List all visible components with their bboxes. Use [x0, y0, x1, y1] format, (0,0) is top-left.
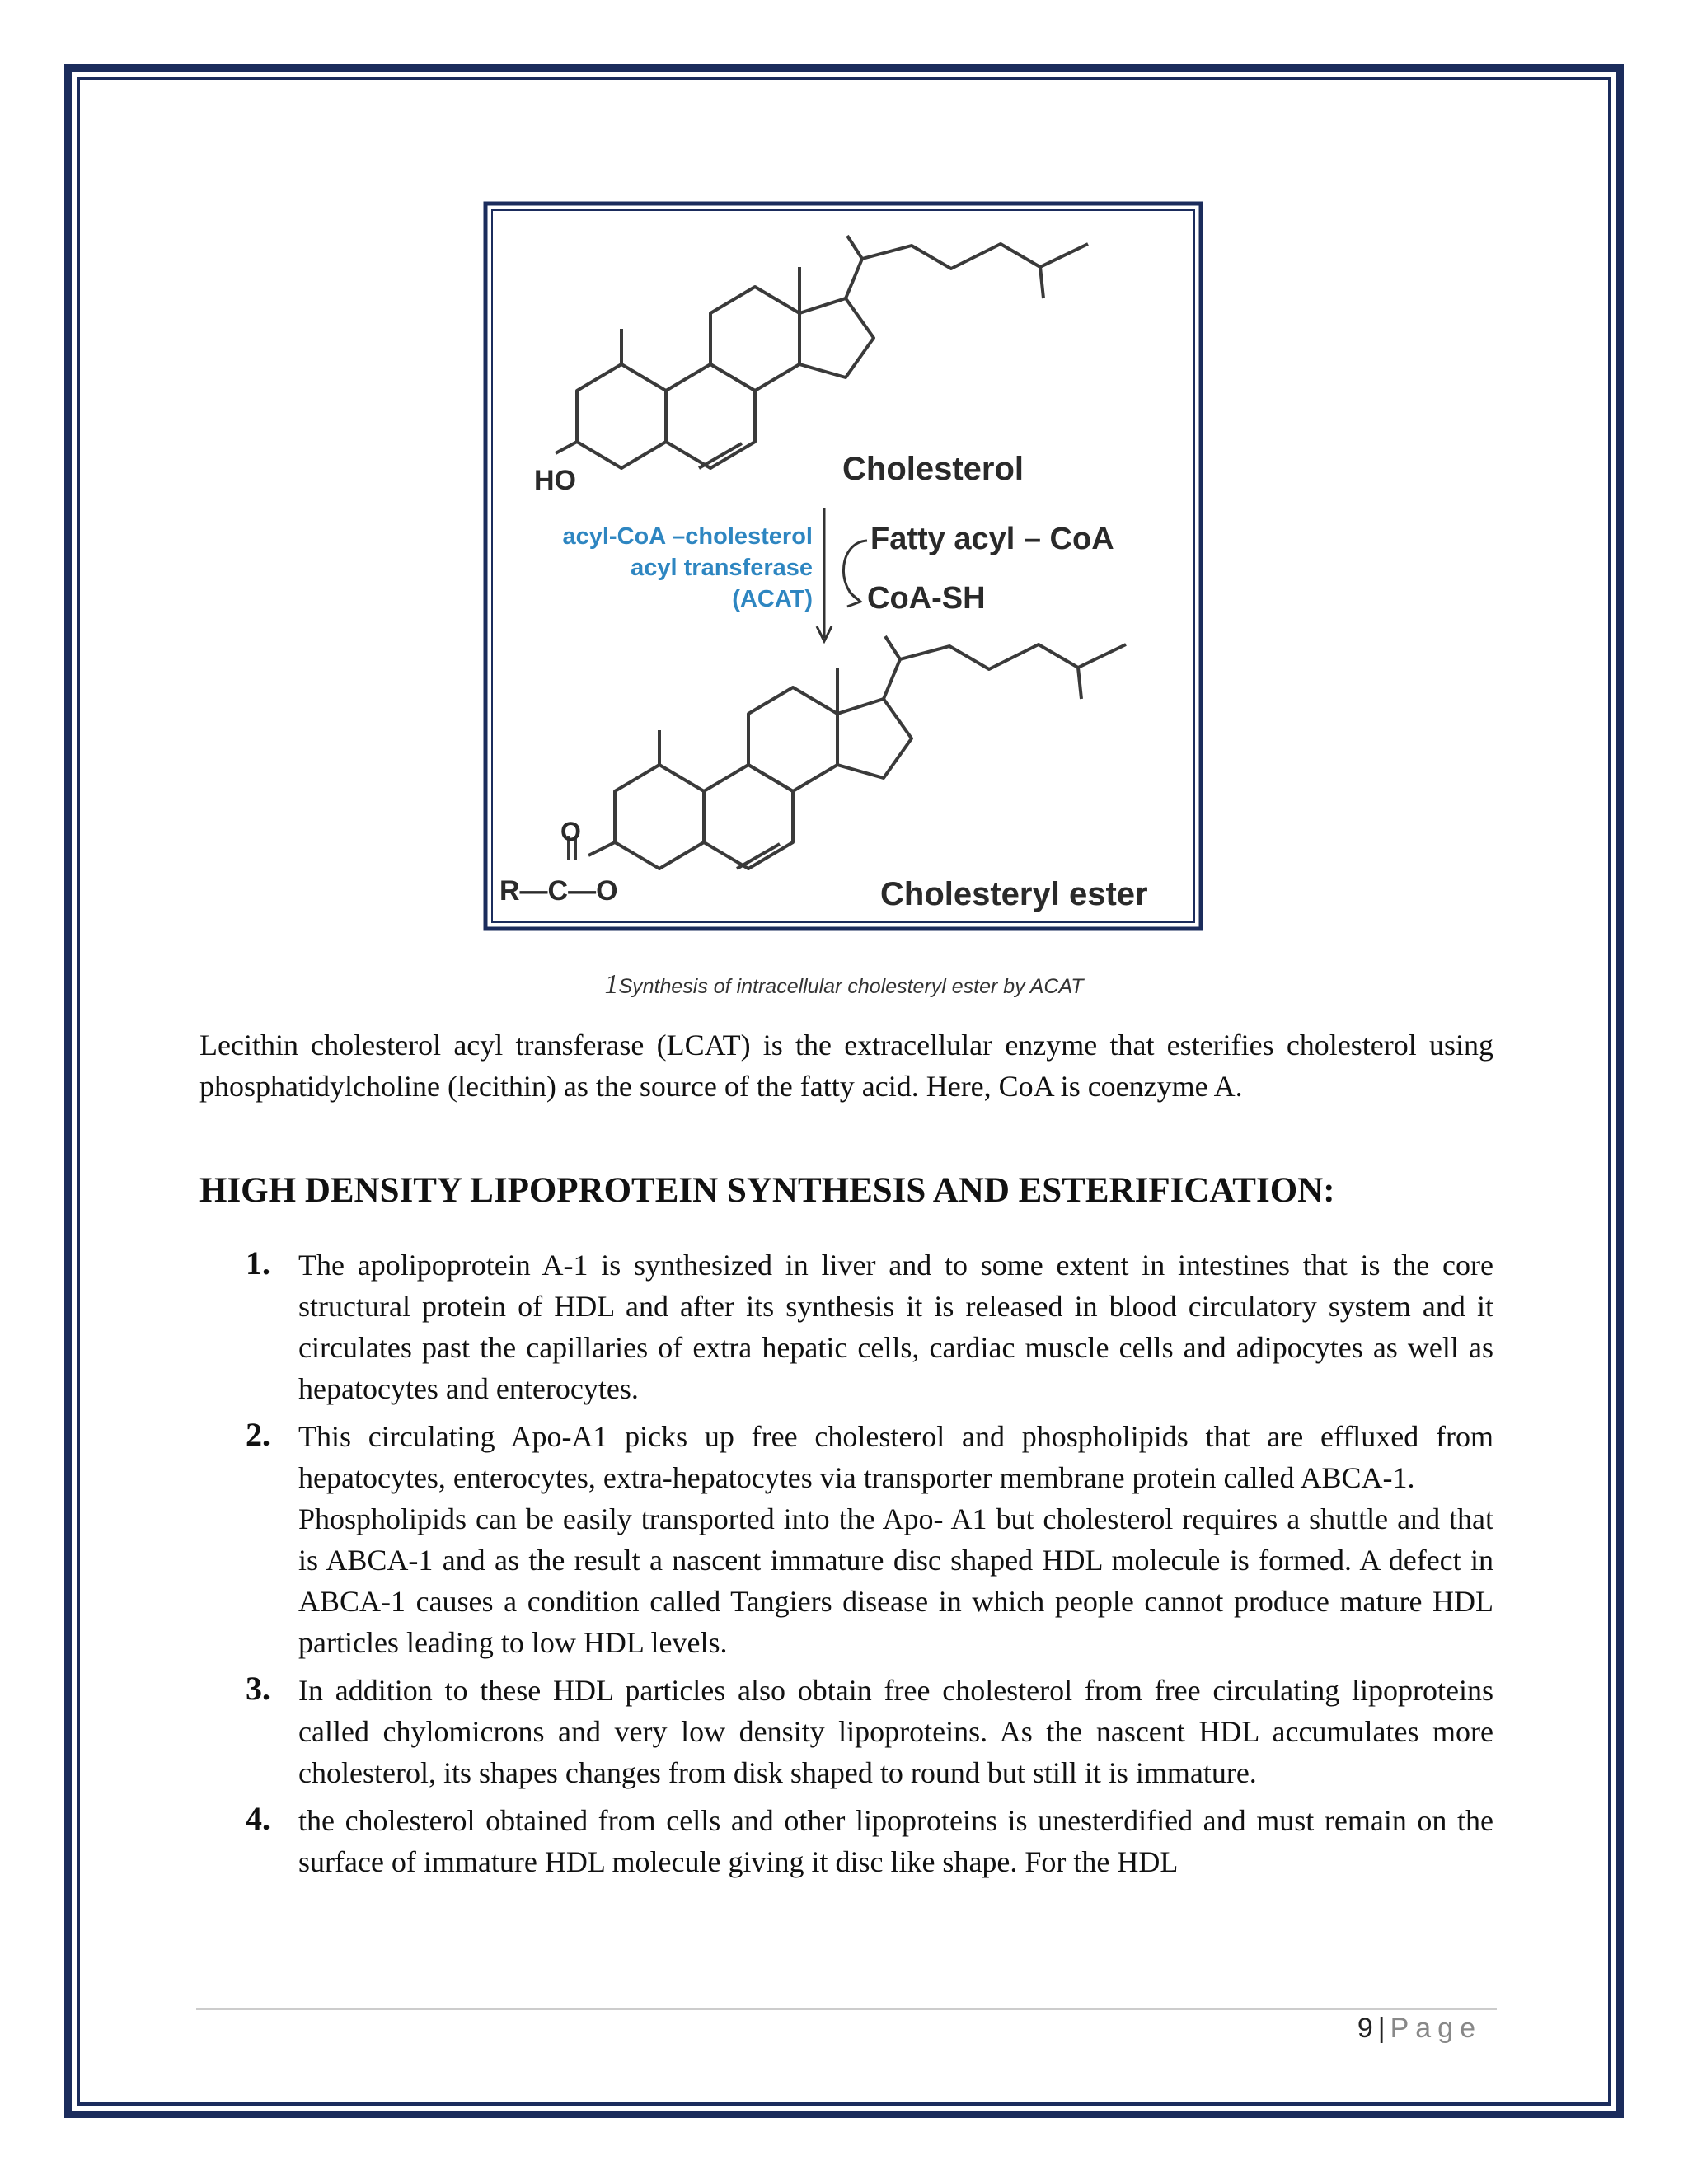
- page-number-value: 9: [1357, 2013, 1373, 2044]
- figure-caption: [0, 969, 1688, 1001]
- list-item: [199, 1416, 1493, 1663]
- acat-reaction-figure: [483, 201, 1203, 931]
- intro-paragraph: Lecithin cholesterol acyl transferase (LCAT) is the extracellular enzyme that esterifies cholesterol using phosphatidylcholine (lecithin) as the source of the fatty acid. Here, CoA is coenzyme A.: [199, 1029, 1493, 1103]
- item-text: The apolipoprotein A-1 is synthesized in liver and to some extent in intestines that is the core structural protein of HDL and after its synthesis it is released in blood circulatory system and it circulates past the capillaries of extra hepatic cells, cardiac muscle cells and adipocytes as well as hepatocytes and enterocytes.: [298, 1249, 1493, 1405]
- list-item: [199, 1244, 1493, 1409]
- item-text: the cholesterol obtained from cells and other lipoproteins is unesterdified and must remain on the surface of immature HDL molecule giving it disc like shape. For the HDL: [298, 1804, 1493, 1878]
- item-text: In addition to these HDL particles also obtain free cholesterol from free circulating lipoproteins called chylomicrons and very low density lipoproteins. As the nascent HDL accumulates more cholesterol, its shapes changes from disk shaped to round but still it is immature.: [298, 1674, 1493, 1789]
- item-number: 1.: [246, 1244, 270, 1282]
- item-text: This circulating Apo-A1 picks up free cholesterol and phospholipids that are effluxed from hepatocytes, enterocytes, extra-hepatocytes via transporter membrane protein called ABCA-1.: [298, 1420, 1493, 1494]
- fatty-acyl-coa-label: Fatty acyl – CoA: [870, 522, 1114, 556]
- cholesterol-label: Cholesterol: [842, 451, 1025, 487]
- reaction-diagram: [483, 201, 1203, 931]
- item-text: Phospholipids can be easily transported into the Apo- A1 but cholesterol requires a shuttle and that is ABCA-1 and as the result a nascent immature disc shaped HDL molecule is formed. A defect in ABCA-1 causes a condition called Tangiers disease in which people cannot produce mature HDL particles leading to low HDL levels.: [298, 1502, 1493, 1659]
- section-heading: HIGH DENSITY LIPOPROTEIN SYNTHESIS AND ESTERIFICATION:: [199, 1171, 1335, 1210]
- cholesteryl-ester-label: Cholesteryl ester: [880, 876, 1148, 912]
- page-word: Page: [1390, 2013, 1482, 2044]
- list-item: [199, 1800, 1493, 1882]
- page-separator: |: [1377, 2013, 1386, 2044]
- caption-number: 1: [604, 969, 619, 1000]
- footer-divider: [196, 2008, 1497, 2010]
- page-number: [1357, 2013, 1482, 2045]
- enzyme-label-line2: acyl transferase: [631, 555, 813, 581]
- enzyme-label-line1: acyl-CoA –cholesterol: [562, 523, 813, 550]
- item-number: 3.: [246, 1670, 270, 1707]
- rco-label: R—C—O: [499, 875, 618, 907]
- item-number: 2.: [246, 1416, 270, 1453]
- caption-text: Synthesis of intracellular cholesteryl ester by ACAT: [618, 975, 1084, 998]
- steps-list: [199, 1244, 1493, 1889]
- enzyme-label-line3: (ACAT): [732, 586, 813, 612]
- item-number: 4.: [246, 1800, 270, 1837]
- list-item: [199, 1670, 1493, 1793]
- carbonyl-o-label: O: [560, 817, 581, 846]
- ho-label: HO: [534, 465, 576, 496]
- coa-sh-label: CoA-SH: [867, 581, 986, 616]
